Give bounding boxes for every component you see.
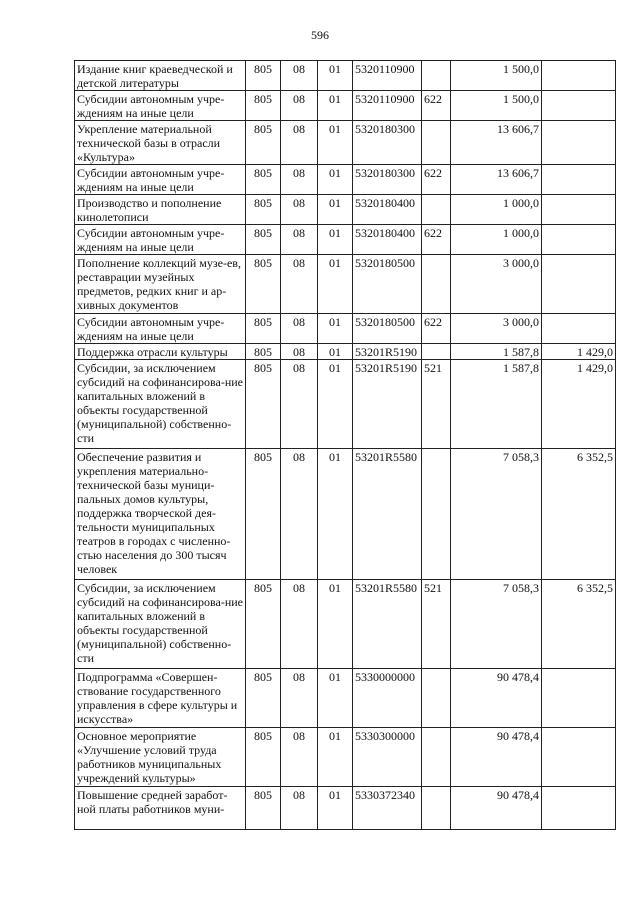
row-target-article: 5320180500 xyxy=(353,255,422,314)
row-amount-2: 6 352,5 xyxy=(542,449,616,580)
row-ministry-code: 805 xyxy=(246,225,281,255)
row-subsection-code: 01 xyxy=(318,344,353,360)
row-amount-1: 3 000,0 xyxy=(451,314,542,344)
row-section-code: 08 xyxy=(281,121,318,165)
row-subsection-code: 01 xyxy=(318,669,353,728)
row-subsection-code: 01 xyxy=(318,61,353,91)
row-amount-1: 90 478,4 xyxy=(451,728,542,787)
row-section-code: 08 xyxy=(281,787,318,830)
row-amount-2 xyxy=(542,225,616,255)
row-target-article: 5330300000 xyxy=(353,728,422,787)
row-expense-type: 622 xyxy=(422,91,451,121)
row-section-code: 08 xyxy=(281,165,318,195)
row-amount-1: 13 606,7 xyxy=(451,165,542,195)
row-name: Обеспечение развития и укрепления материально-технической базы муници-пальных домов культуры, поддержка творческой дея-тельности муниципальных театров в городах с численно-стью населения до 300 тысяч человек xyxy=(75,449,246,580)
row-name: Субсидии автономным учре-ждениям на иные цели xyxy=(75,165,246,195)
row-target-article: 53201R5580 xyxy=(353,580,422,669)
row-subsection-code: 01 xyxy=(318,580,353,669)
row-ministry-code: 805 xyxy=(246,728,281,787)
row-name: Субсидии автономным учре-ждениям на иные цели xyxy=(75,225,246,255)
row-ministry-code: 805 xyxy=(246,195,281,225)
row-target-article: 53201R5190 xyxy=(353,360,422,449)
row-name: Субсидии автономным учре-ждениям на иные цели xyxy=(75,91,246,121)
row-expense-type: 622 xyxy=(422,165,451,195)
row-ministry-code: 805 xyxy=(246,61,281,91)
table-row xyxy=(75,787,616,830)
table-row xyxy=(75,121,616,165)
page-number: 596 xyxy=(311,28,329,42)
row-ministry-code: 805 xyxy=(246,344,281,360)
row-expense-type xyxy=(422,61,451,91)
row-amount-2 xyxy=(542,314,616,344)
row-ministry-code: 805 xyxy=(246,121,281,165)
row-subsection-code: 01 xyxy=(318,449,353,580)
row-ministry-code: 805 xyxy=(246,314,281,344)
table-row xyxy=(75,360,616,449)
row-section-code: 08 xyxy=(281,195,318,225)
row-target-article: 53201R5190 xyxy=(353,344,422,360)
row-amount-2 xyxy=(542,165,616,195)
row-expense-type: 622 xyxy=(422,225,451,255)
row-amount-1: 1 000,0 xyxy=(451,195,542,225)
row-target-article: 5320180400 xyxy=(353,225,422,255)
row-section-code: 08 xyxy=(281,728,318,787)
row-name: Издание книг краеведческой и детской литературы xyxy=(75,61,246,91)
row-expense-type xyxy=(422,195,451,225)
row-subsection-code: 01 xyxy=(318,225,353,255)
row-amount-1: 1 000,0 xyxy=(451,225,542,255)
row-amount-2: 1 429,0 xyxy=(542,344,616,360)
row-section-code: 08 xyxy=(281,91,318,121)
row-amount-2 xyxy=(542,195,616,225)
row-name: Субсидии, за исключением субсидий на софинансирова-ние капитальных вложений в объекты государственной (муниципальной) собственно-сти xyxy=(75,580,246,669)
row-amount-1: 90 478,4 xyxy=(451,669,542,728)
row-target-article: 5330000000 xyxy=(353,669,422,728)
table-row xyxy=(75,580,616,669)
row-ministry-code: 805 xyxy=(246,255,281,314)
row-target-article: 53201R5580 xyxy=(353,449,422,580)
row-expense-type xyxy=(422,255,451,314)
row-amount-2 xyxy=(542,91,616,121)
row-section-code: 08 xyxy=(281,449,318,580)
row-amount-1: 1 587,8 xyxy=(451,344,542,360)
row-subsection-code: 01 xyxy=(318,255,353,314)
row-section-code: 08 xyxy=(281,344,318,360)
row-amount-1: 3 000,0 xyxy=(451,255,542,314)
row-subsection-code: 01 xyxy=(318,787,353,830)
row-amount-1: 1 500,0 xyxy=(451,61,542,91)
row-amount-1: 7 058,3 xyxy=(451,449,542,580)
row-expense-type xyxy=(422,121,451,165)
row-amount-1: 13 606,7 xyxy=(451,121,542,165)
row-section-code: 08 xyxy=(281,61,318,91)
table-row xyxy=(75,728,616,787)
row-name: Повышение средней заработ-ной платы работников муни- xyxy=(75,787,246,830)
row-amount-2: 1 429,0 xyxy=(542,360,616,449)
row-target-article: 5320180300 xyxy=(353,121,422,165)
table-row xyxy=(75,449,616,580)
row-ministry-code: 805 xyxy=(246,669,281,728)
row-target-article: 5320110900 xyxy=(353,61,422,91)
row-section-code: 08 xyxy=(281,580,318,669)
row-target-article: 5320180500 xyxy=(353,314,422,344)
table-row xyxy=(75,669,616,728)
row-name: Подпрограмма «Совершен-ствование государственного управления в сфере культуры и искусства» xyxy=(75,669,246,728)
table-row xyxy=(75,61,616,91)
row-amount-1: 1 587,8 xyxy=(451,360,542,449)
table-row xyxy=(75,225,616,255)
row-name: Производство и пополнение кинолетописи xyxy=(75,195,246,225)
row-expense-type: 521 xyxy=(422,580,451,669)
row-amount-1: 1 500,0 xyxy=(451,91,542,121)
row-expense-type xyxy=(422,787,451,830)
table-row xyxy=(75,165,616,195)
row-ministry-code: 805 xyxy=(246,91,281,121)
row-ministry-code: 805 xyxy=(246,787,281,830)
row-ministry-code: 805 xyxy=(246,449,281,580)
row-name: Поддержка отрасли культуры xyxy=(75,344,246,360)
row-subsection-code: 01 xyxy=(318,195,353,225)
row-name: Субсидии автономным учре-ждениям на иные цели xyxy=(75,314,246,344)
row-name: Субсидии, за исключением субсидий на софинансирова-ние капитальных вложений в объекты государственной (муниципальной) собственно-сти xyxy=(75,360,246,449)
row-section-code: 08 xyxy=(281,255,318,314)
row-amount-2 xyxy=(542,728,616,787)
row-amount-2: 6 352,5 xyxy=(542,580,616,669)
row-subsection-code: 01 xyxy=(318,314,353,344)
row-name: Основное мероприятие «Улучшение условий труда работников муниципальных учреждений культуры» xyxy=(75,728,246,787)
row-target-article: 5320110900 xyxy=(353,91,422,121)
row-amount-2 xyxy=(542,669,616,728)
row-name: Укрепление материальной технической базы в отрасли «Культура» xyxy=(75,121,246,165)
row-subsection-code: 01 xyxy=(318,91,353,121)
table-row xyxy=(75,314,616,344)
row-amount-2 xyxy=(542,787,616,830)
row-subsection-code: 01 xyxy=(318,121,353,165)
row-ministry-code: 805 xyxy=(246,165,281,195)
row-expense-type xyxy=(422,344,451,360)
row-section-code: 08 xyxy=(281,360,318,449)
row-amount-2 xyxy=(542,255,616,314)
row-target-article: 5320180400 xyxy=(353,195,422,225)
row-amount-1: 90 478,4 xyxy=(451,787,542,830)
row-subsection-code: 01 xyxy=(318,360,353,449)
row-amount-2 xyxy=(542,121,616,165)
row-expense-type xyxy=(422,449,451,580)
row-expense-type: 622 xyxy=(422,314,451,344)
row-subsection-code: 01 xyxy=(318,165,353,195)
row-expense-type xyxy=(422,728,451,787)
row-section-code: 08 xyxy=(281,314,318,344)
table-row xyxy=(75,344,616,360)
row-amount-1: 7 058,3 xyxy=(451,580,542,669)
row-section-code: 08 xyxy=(281,669,318,728)
table-row xyxy=(75,195,616,225)
row-section-code: 08 xyxy=(281,225,318,255)
row-expense-type: 521 xyxy=(422,360,451,449)
table-row xyxy=(75,91,616,121)
row-amount-2 xyxy=(542,61,616,91)
row-ministry-code: 805 xyxy=(246,580,281,669)
row-target-article: 5320180300 xyxy=(353,165,422,195)
row-ministry-code: 805 xyxy=(246,360,281,449)
row-expense-type xyxy=(422,669,451,728)
row-target-article: 5330372340 xyxy=(353,787,422,830)
table-row xyxy=(75,255,616,314)
row-subsection-code: 01 xyxy=(318,728,353,787)
budget-table xyxy=(74,60,616,830)
row-name: Пополнение коллекций музе-ев, реставрации музейных предметов, редких книг и ар-хивных документов xyxy=(75,255,246,314)
